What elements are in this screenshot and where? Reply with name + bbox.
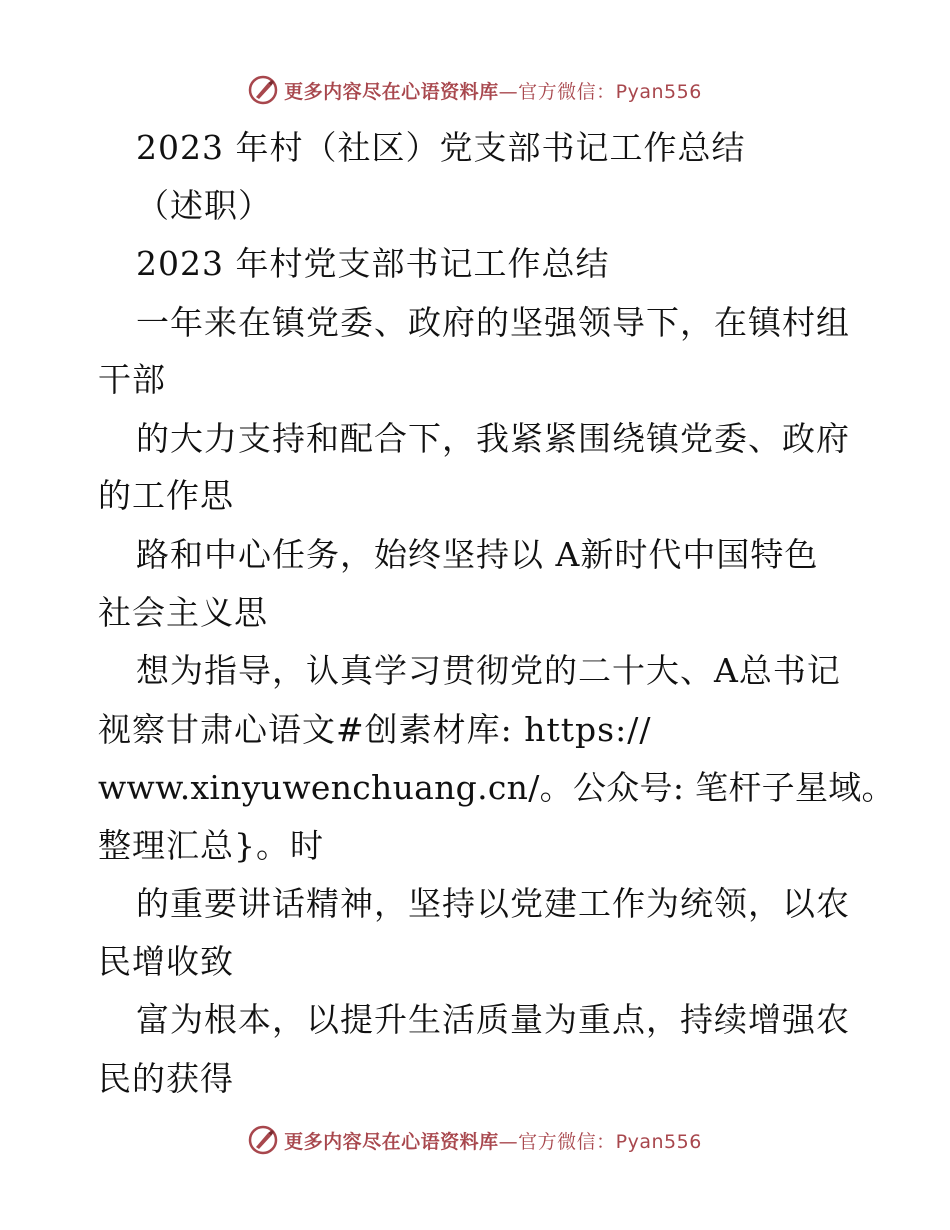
doc-line: 民的获得 <box>98 1059 234 1098</box>
banner-dash: — <box>498 80 519 103</box>
banner-wechat: 官方微信：Pyan556 <box>518 1130 702 1153</box>
doc-line: 的大力支持和配合下，我紧紧围绕镇党委、政府 <box>136 419 850 458</box>
doc-line: 想为指导，认真学习贯彻党的二十大、A总书记 <box>136 651 841 690</box>
doc-line: 一年来在镇党委、政府的坚强领导下，在镇村组 <box>136 303 850 342</box>
doc-line: www.xinyuwenchuang.cn/。公众号: 笔杆子星域。 <box>98 768 895 807</box>
doc-line: 的工作思 <box>98 476 234 515</box>
doc-heading: 2023 年村党支部书记工作总结 <box>136 244 610 283</box>
doc-line: 的重要讲话精神，坚持以党建工作为统领，以农 <box>136 884 850 923</box>
doc-line: 整理汇总}。时 <box>98 826 324 865</box>
pen-logo-icon <box>248 1125 278 1155</box>
pen-logo-icon <box>248 75 278 105</box>
doc-title: 2023 年村（社区）党支部书记工作总结 <box>136 128 746 167</box>
doc-line: 干部 <box>98 360 166 399</box>
doc-subtitle: （述职） <box>136 186 272 225</box>
banner-dash: — <box>498 1130 519 1153</box>
footer-banner <box>0 1122 950 1158</box>
banner-wechat: 官方微信：Pyan556 <box>518 80 702 103</box>
banner-slogan: 更多内容尽在心语资料库 <box>284 1130 499 1153</box>
banner-text <box>284 77 702 104</box>
doc-line: 视察甘肃心语文#创素材库: https:// <box>98 710 652 749</box>
doc-line: 富为根本，以提升生活质量为重点，持续增强农 <box>136 1000 850 1039</box>
doc-line: 社会主义思 <box>98 593 268 632</box>
banner-slogan: 更多内容尽在心语资料库 <box>284 80 499 103</box>
doc-line: 民增收致 <box>98 942 234 981</box>
banner-text <box>284 1127 702 1154</box>
doc-line: 路和中心任务，始终坚持以 A新时代中国特色 <box>136 535 819 574</box>
header-banner <box>0 72 950 108</box>
